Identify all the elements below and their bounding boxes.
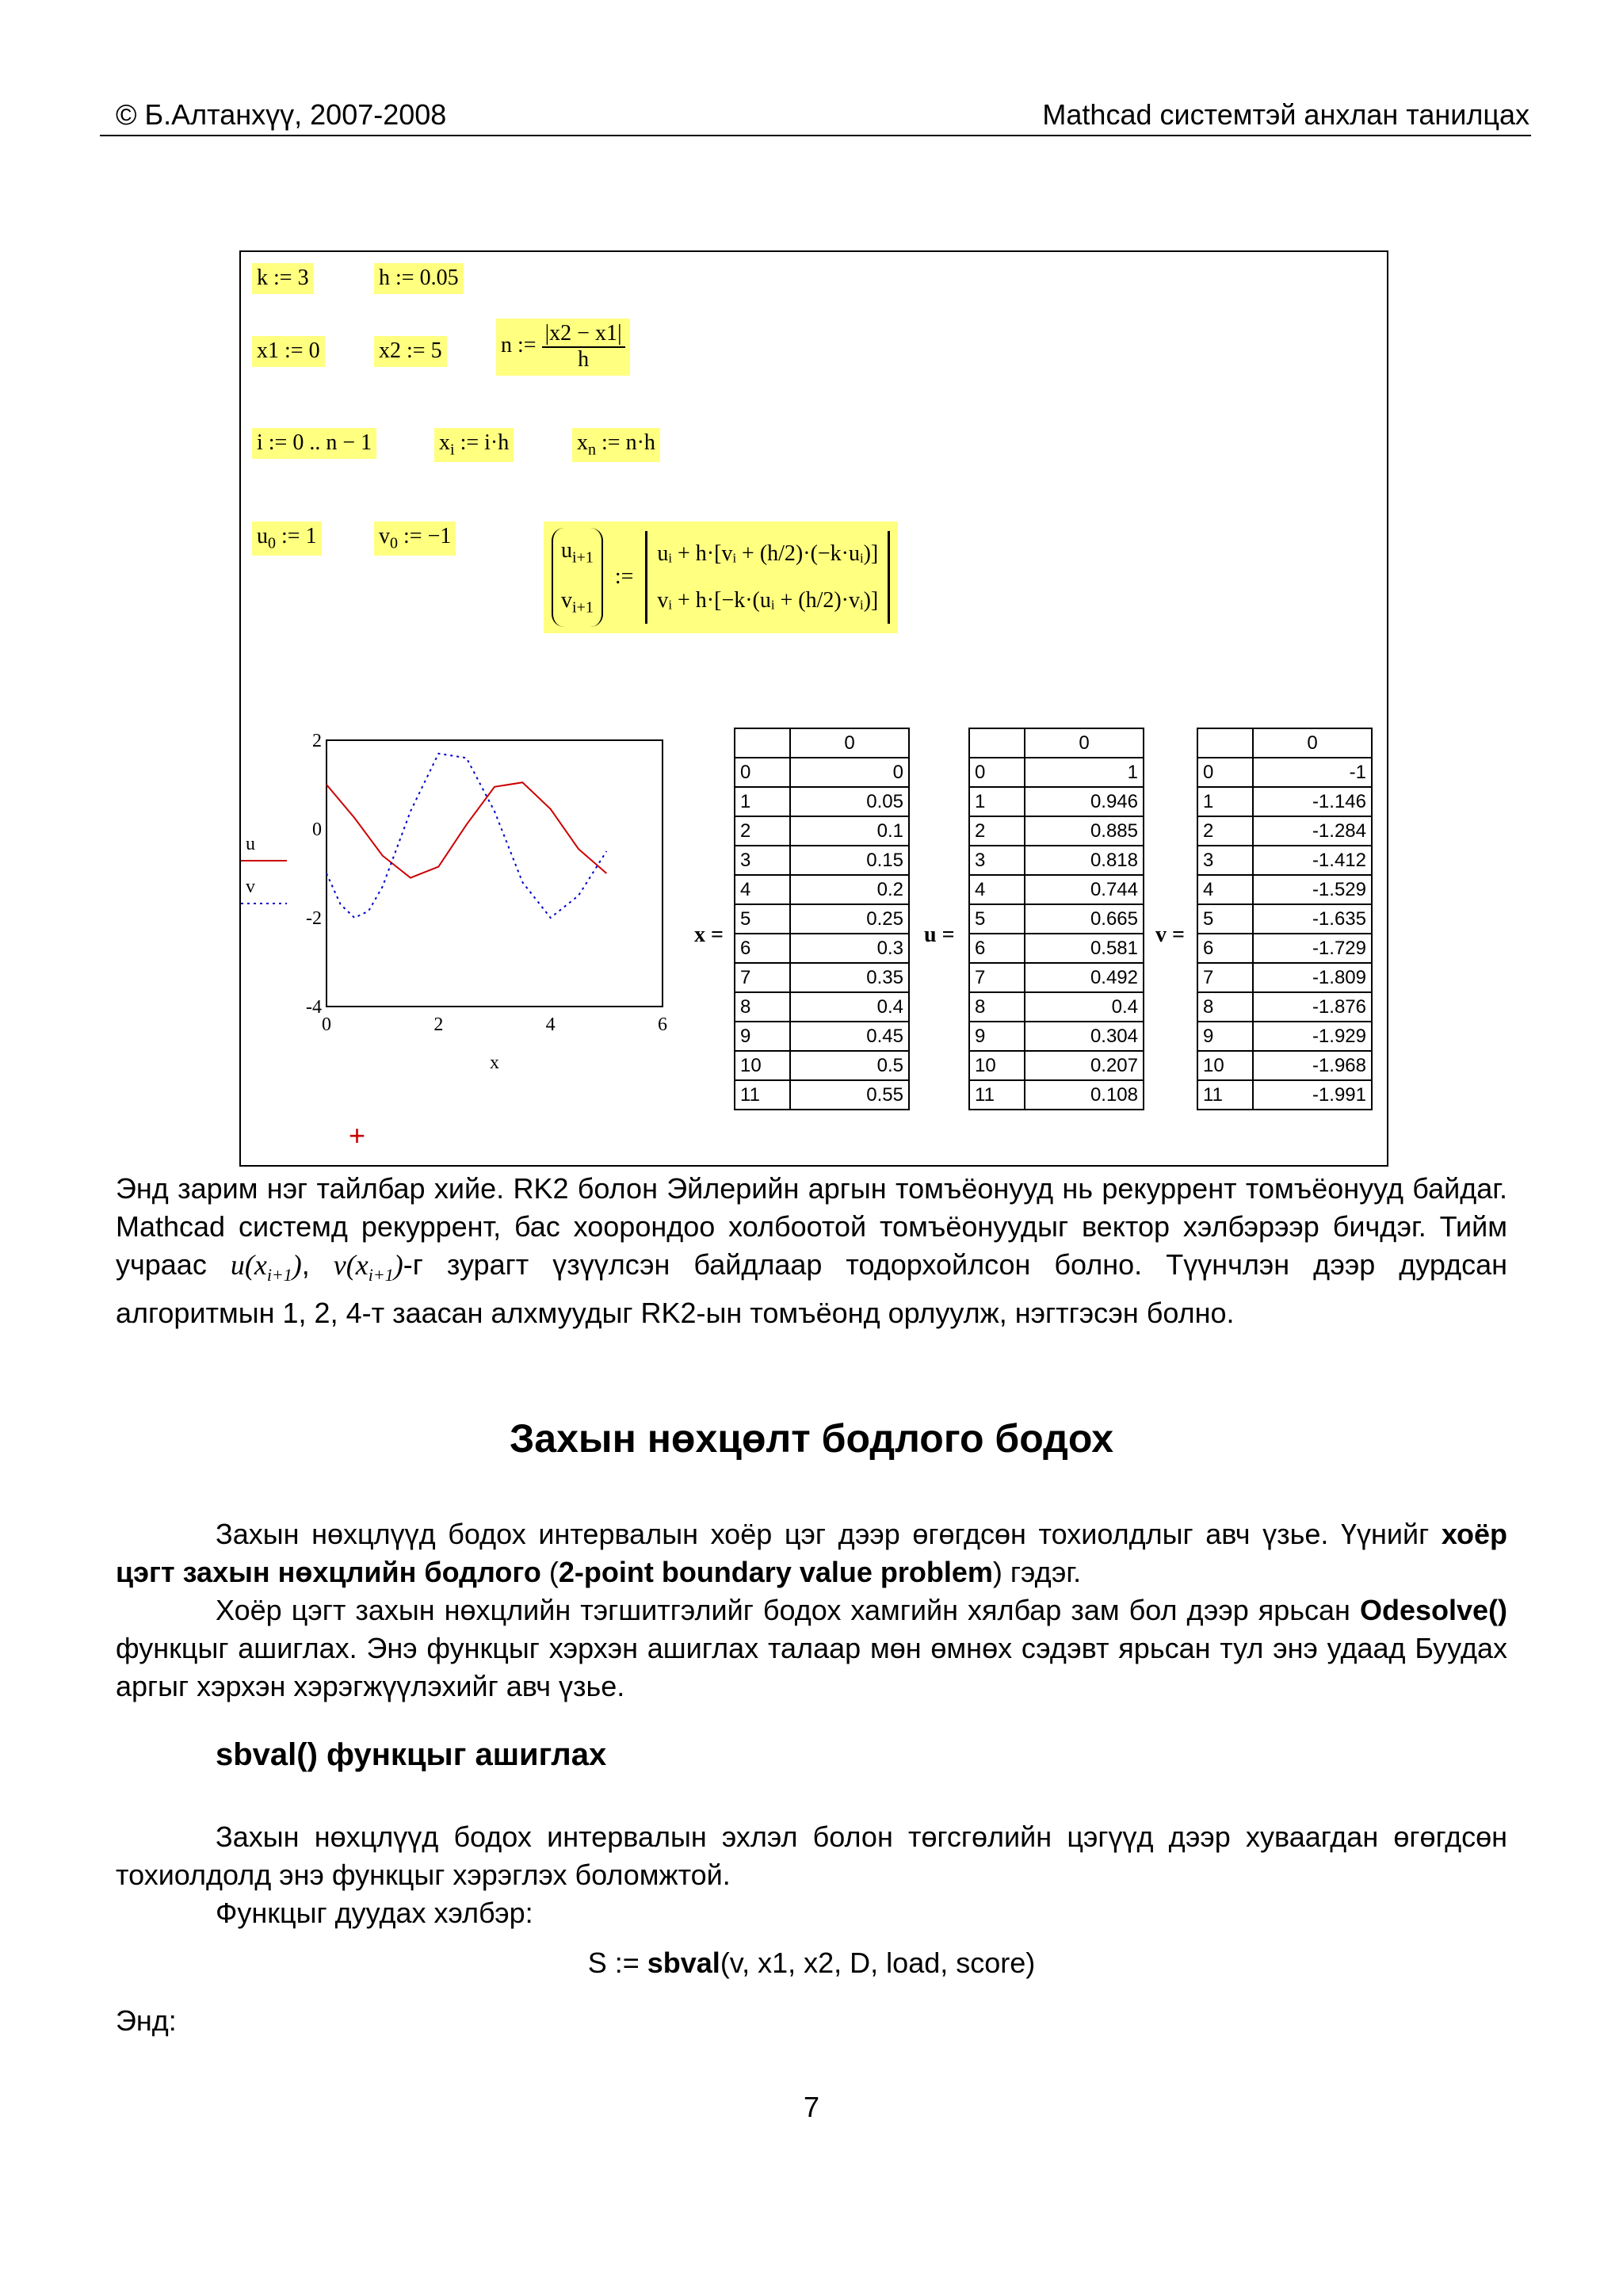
x-tick-label: 0 <box>322 1014 331 1035</box>
p1-v: v(x <box>333 1249 369 1281</box>
table-row <box>1197 904 1372 934</box>
table-row <box>1197 875 1372 904</box>
cell-value: 0.4 <box>1025 992 1144 1022</box>
row-index: 11 <box>969 1080 1025 1110</box>
p1-u: u(x <box>230 1249 267 1281</box>
p1-u-sub: i+1 <box>266 1265 292 1286</box>
p3-text-a: Хоёр цэгт захын нөхцлийн тэгшитгэлийг бодох хамгийн хялбар зам бол дээр ярьсан <box>216 1594 1360 1626</box>
table-row <box>969 963 1144 992</box>
table-row <box>969 992 1144 1022</box>
header-rule <box>100 135 1531 136</box>
header-left: © Б.Алтанхүү, 2007-2008 <box>116 98 447 131</box>
uv-plot <box>235 723 694 1095</box>
rk2-rhs-top: uᵢ + h·[vᵢ + (h/2)·(−k·uᵢ)] <box>657 541 879 566</box>
p1-u-expr <box>230 1249 302 1286</box>
def-u0-rhs: := 1 <box>276 524 317 548</box>
row-index: 11 <box>1197 1080 1253 1110</box>
v-table-column-header: 0 <box>1253 728 1372 758</box>
cursor-crosshair: + <box>349 1119 366 1152</box>
table-row <box>735 963 909 992</box>
table-row <box>735 787 909 816</box>
row-index: 2 <box>969 816 1025 846</box>
row-index: 7 <box>969 963 1025 992</box>
formula-lhs: S := <box>587 1946 647 1979</box>
p2-bold-term: хоёр цэгт захын нөхцлийн бодлого <box>116 1518 1507 1588</box>
paragraph-3 <box>116 1591 1507 1706</box>
plot-frame <box>327 740 663 1007</box>
row-index: 0 <box>1197 758 1253 787</box>
def-xi-var: x <box>439 430 450 455</box>
legend-label-v: v <box>246 877 255 897</box>
row-index: 1 <box>969 787 1025 816</box>
u-table-label: u = <box>924 923 955 947</box>
row-index: 6 <box>1197 934 1253 963</box>
row-index: 3 <box>969 846 1025 875</box>
cell-value: -1.284 <box>1253 816 1372 846</box>
def-n-fraction <box>542 322 625 372</box>
y-tick-label: 2 <box>312 731 322 751</box>
p1-v-expr <box>333 1249 403 1286</box>
cell-value: 0.15 <box>790 846 909 875</box>
rk2-rhs-bot: vᵢ + h·[−k·(uᵢ + (h/2)·vᵢ)] <box>657 587 879 613</box>
table-row <box>969 846 1144 875</box>
def-xn-rhs: := n·h <box>596 430 655 455</box>
table-row <box>969 934 1144 963</box>
x-axis-label: x <box>490 1052 499 1073</box>
x-table-corner <box>735 728 790 758</box>
cell-value: -1.729 <box>1253 934 1372 963</box>
paragraph-4 <box>116 1818 1507 1894</box>
row-index: 2 <box>1197 816 1253 846</box>
cell-value: 0 <box>790 758 909 787</box>
def-n-numerator: |x2 − x1| <box>542 322 625 348</box>
cell-value: 0.25 <box>790 904 909 934</box>
cell-value: -1.529 <box>1253 875 1372 904</box>
table-row <box>735 904 909 934</box>
row-index: 5 <box>735 904 790 934</box>
paragraph-1 <box>116 1170 1507 1332</box>
def-u0-var: u <box>257 524 268 548</box>
cell-value: 0.2 <box>790 875 909 904</box>
paragraph-6: Энд: <box>116 2004 177 2037</box>
p1-u-close: ) <box>292 1249 302 1281</box>
x-table-header <box>735 728 909 758</box>
p1-v-close: ) <box>393 1249 403 1281</box>
table-row <box>735 875 909 904</box>
x-table-column-header: 0 <box>790 728 909 758</box>
row-index: 6 <box>969 934 1025 963</box>
x-tick-label: 4 <box>545 1014 556 1035</box>
cell-value: -1.412 <box>1253 846 1372 875</box>
row-index: 5 <box>1197 904 1253 934</box>
p5-text: Функцыг дуудах хэлбэр: <box>216 1897 533 1929</box>
def-xn <box>572 428 660 462</box>
row-index: 10 <box>969 1051 1025 1080</box>
def-u0 <box>252 521 322 556</box>
table-row <box>1197 846 1372 875</box>
subsection-heading: sbval() функцыг ашиглах <box>216 1737 607 1772</box>
def-i-range: i := 0 .. n − 1 <box>252 428 376 459</box>
legend-label-u: u <box>246 834 255 854</box>
row-index: 10 <box>1197 1051 1253 1080</box>
y-tick-label: -2 <box>306 908 322 929</box>
row-index: 5 <box>969 904 1025 934</box>
v-table-label: v = <box>1155 923 1185 947</box>
u-table <box>968 728 1144 1110</box>
table-row <box>735 934 909 963</box>
header-right: Mathcad системтэй анхлан танилцах <box>1042 98 1529 131</box>
table-row <box>1197 992 1372 1022</box>
row-index: 3 <box>1197 846 1253 875</box>
v-table-header <box>1197 728 1372 758</box>
row-index: 8 <box>735 992 790 1022</box>
def-n-denominator: h <box>578 346 590 372</box>
v-table <box>1197 728 1373 1110</box>
cell-value: 0.492 <box>1025 963 1144 992</box>
page-number: 7 <box>803 2091 820 2123</box>
plot-ticks <box>306 731 667 1073</box>
row-index: 2 <box>735 816 790 846</box>
table-row <box>1197 934 1372 963</box>
p3-text-c: функцыг ашиглах. Энэ функцыг хэрхэн ашиглах талаар мөн өмнөх сэдэвт ярьсан тул энэ удаад Буудах аргыг хэрхэн хэрэгжүүлэхийг авч үзье. <box>116 1632 1507 1702</box>
cell-value: -1.635 <box>1253 904 1372 934</box>
rk2-lhs-top-var: u <box>561 538 572 563</box>
row-index: 4 <box>1197 875 1253 904</box>
y-tick-label: 0 <box>312 819 322 840</box>
rk2-assign: := <box>614 564 634 590</box>
rk2-system <box>544 521 898 633</box>
cell-value: 0.108 <box>1025 1080 1144 1110</box>
rk2-lhs-top-sub: i+1 <box>572 548 594 567</box>
cell-value: 0.581 <box>1025 934 1144 963</box>
cell-value: -1.929 <box>1253 1022 1372 1051</box>
def-v0-rhs: := −1 <box>398 524 452 548</box>
row-index: 7 <box>735 963 790 992</box>
cell-value: 0.05 <box>790 787 909 816</box>
row-index: 1 <box>735 787 790 816</box>
table-row <box>735 1022 909 1051</box>
def-xn-var: x <box>577 430 588 455</box>
table-row <box>1197 963 1372 992</box>
cell-value: -1 <box>1253 758 1372 787</box>
section-heading: Захын нөхцөлт бодлого бодох <box>509 1416 1114 1461</box>
table-row <box>969 1080 1144 1110</box>
rk2-lhs-top <box>556 528 598 578</box>
def-xi <box>434 428 514 462</box>
plot-series <box>327 754 606 918</box>
series-u-line <box>327 782 606 877</box>
x-tick-label: 6 <box>658 1014 667 1035</box>
plot-legend <box>241 834 287 904</box>
table-row <box>969 875 1144 904</box>
cell-value: 0.1 <box>790 816 909 846</box>
table-row <box>969 816 1144 846</box>
x-tick-label: 2 <box>433 1014 444 1035</box>
table-row <box>969 1022 1144 1051</box>
table-row <box>1197 1022 1372 1051</box>
table-row <box>1197 1080 1372 1110</box>
plot-axes <box>327 740 663 1007</box>
table-row <box>1197 758 1372 787</box>
cell-value: -1.146 <box>1253 787 1372 816</box>
rk2-lhs-bot <box>556 578 598 628</box>
cell-value: 0.35 <box>790 963 909 992</box>
formula-func: sbval <box>647 1946 720 1979</box>
table-row <box>1197 787 1372 816</box>
table-row <box>735 992 909 1022</box>
row-index: 0 <box>969 758 1025 787</box>
table-row <box>1197 816 1372 846</box>
cell-value: 0.304 <box>1025 1022 1144 1051</box>
sbval-formula <box>0 1946 1623 1980</box>
row-index: 1 <box>1197 787 1253 816</box>
row-index: 9 <box>735 1022 790 1051</box>
def-v0-sub: 0 <box>390 534 398 552</box>
cell-value: -1.991 <box>1253 1080 1372 1110</box>
def-h: h := 0.05 <box>374 263 464 294</box>
row-index: 8 <box>969 992 1025 1022</box>
table-row <box>735 846 909 875</box>
p2-text-a: Захын нөхцлүүд бодох интервалын хоёр цэг дээр өгөгдсөн тохиолдлыг авч үзье. Үүнийг <box>216 1518 1442 1550</box>
p4-text: Захын нөхцлүүд бодох интервалын эхлэл болон төгсгөлийн цэгүүд дээр хуваагдан өгөгдсөн тохиолдолд энэ функцыг хэрэглэх боломжтой. <box>116 1820 1507 1891</box>
table-row <box>735 1080 909 1110</box>
y-tick-label: -4 <box>306 997 322 1018</box>
cell-value: 0.207 <box>1025 1051 1144 1080</box>
cell-value: 0.946 <box>1025 787 1144 816</box>
def-v0 <box>374 521 456 556</box>
cell-value: 0.5 <box>790 1051 909 1080</box>
cell-value: 0.885 <box>1025 816 1144 846</box>
row-index: 9 <box>969 1022 1025 1051</box>
rk2-lhs-vector <box>552 528 603 627</box>
table-row <box>969 758 1144 787</box>
cell-value: 0.818 <box>1025 846 1144 875</box>
p1-comma: , <box>301 1248 334 1281</box>
row-index: 10 <box>735 1051 790 1080</box>
u-table-column-header: 0 <box>1025 728 1144 758</box>
row-index: 4 <box>969 875 1025 904</box>
row-index: 8 <box>1197 992 1253 1022</box>
paragraph-2 <box>116 1515 1507 1591</box>
formula-args: (v, x1, x2, D, load, score) <box>720 1946 1036 1979</box>
table-row <box>735 1051 909 1080</box>
table-row <box>969 787 1144 816</box>
table-row <box>969 1051 1144 1080</box>
cell-value: -1.876 <box>1253 992 1372 1022</box>
row-index: 3 <box>735 846 790 875</box>
def-v0-var: v <box>379 524 390 548</box>
row-index: 4 <box>735 875 790 904</box>
cell-value: 0.744 <box>1025 875 1144 904</box>
cell-value: -1.968 <box>1253 1051 1372 1080</box>
x-table-label: x = <box>694 923 724 947</box>
u-table-corner <box>969 728 1025 758</box>
row-index: 9 <box>1197 1022 1253 1051</box>
def-x2: x2 := 5 <box>374 336 447 367</box>
rk2-lhs-bot-var: v <box>561 587 572 613</box>
table-row <box>735 758 909 787</box>
table-row <box>969 904 1144 934</box>
def-n-lhs: n := <box>501 333 537 358</box>
def-xi-sub: i <box>450 441 455 459</box>
p1-text-b: -г зурагт үзүүлсэн байдлаар тодорхойлсон болно. Түүнчлэн дээр дурдсан алгоритмын 1, 2, 4-т заасан алхмуудыг RK2-ын томъёонд орлуулж, нэгтгэсэн болно. <box>116 1248 1507 1330</box>
def-n <box>496 319 630 376</box>
def-k: k := 3 <box>252 263 314 294</box>
row-index: 0 <box>735 758 790 787</box>
cell-value: 0.55 <box>790 1080 909 1110</box>
cell-value: -1.809 <box>1253 963 1372 992</box>
p2-text-c: ( <box>540 1556 559 1588</box>
cell-value: 0.3 <box>790 934 909 963</box>
p2-bold-english: 2-point boundary value problem <box>558 1556 993 1588</box>
table-row <box>735 816 909 846</box>
row-index: 11 <box>735 1080 790 1110</box>
def-xi-rhs: := i·h <box>454 430 510 455</box>
row-index: 6 <box>735 934 790 963</box>
def-u0-sub: 0 <box>268 534 276 552</box>
row-index: 7 <box>1197 963 1253 992</box>
paragraph-5 <box>116 1894 1507 1932</box>
x-table <box>734 728 910 1110</box>
rk2-lhs-bot-sub: i+1 <box>572 598 594 617</box>
def-xn-sub: n <box>588 441 596 459</box>
cell-value: 0.45 <box>790 1022 909 1051</box>
rk2-rhs-vector <box>645 531 890 625</box>
v-table-corner <box>1197 728 1253 758</box>
u-table-header <box>969 728 1144 758</box>
p2-text-e: ) гэдэг. <box>992 1556 1082 1588</box>
p1-text-a: Энд зарим нэг тайлбар хийе. RK2 болон Эйлерийн аргын томъёонууд нь рекуррент томъёонууд байдаг. Mathcad системд рекуррент, бас хоорондоо холбоотой томъёонуудыг вектор хэлбэрээр бичдэг. Тийм учраас <box>116 1172 1507 1281</box>
def-x1: x1 := 0 <box>252 336 325 367</box>
p1-v-sub: i+1 <box>368 1265 394 1286</box>
cell-value: 1 <box>1025 758 1144 787</box>
p3-bold-odesolve: Odesolve() <box>1359 1594 1507 1626</box>
table-row <box>1197 1051 1372 1080</box>
cell-value: 0.665 <box>1025 904 1144 934</box>
cell-value: 0.4 <box>790 992 909 1022</box>
